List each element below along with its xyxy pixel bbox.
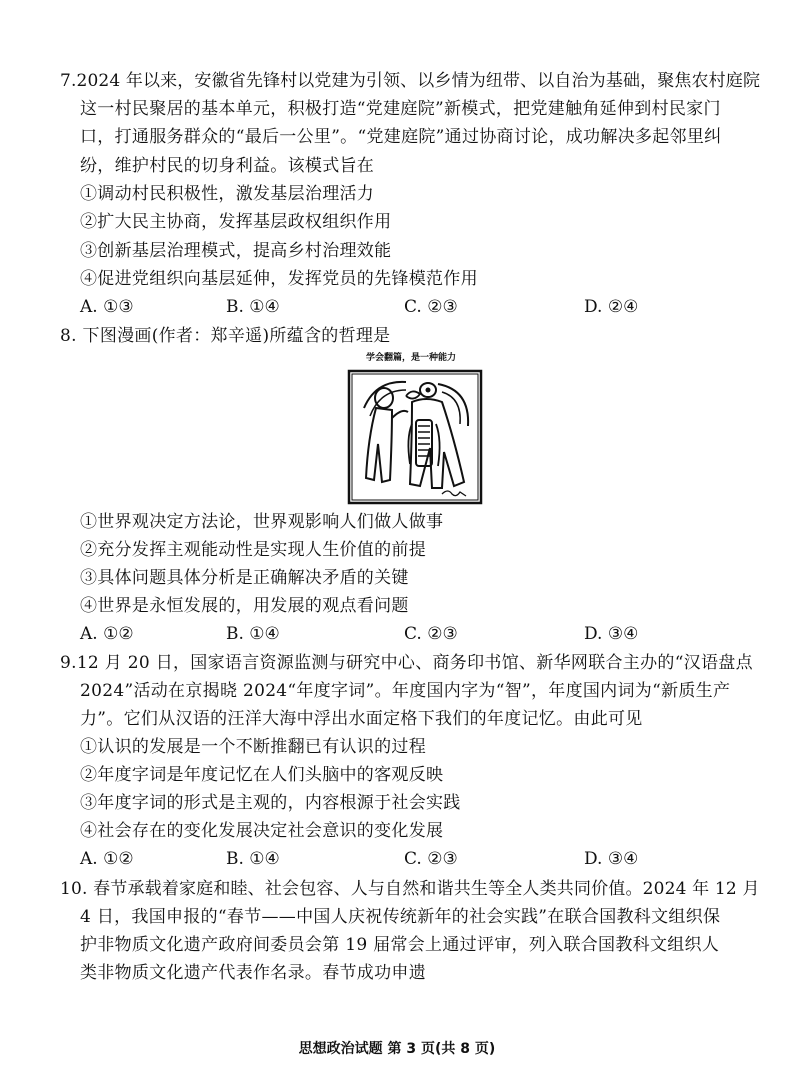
q9-option-c[interactable]: C. ②③ — [404, 849, 458, 869]
q8-option-c[interactable]: C. ②③ — [404, 624, 458, 644]
q9-statement: ②年度字词是年度记忆在人们头脑中的客观反映 — [80, 765, 444, 785]
q8-statement: ④世界是永恒发展的，用发展的观点看问题 — [80, 596, 409, 616]
q7-statement: ③创新基层治理模式，提高乡村治理效能 — [80, 241, 392, 261]
q9-stem-line: 2024”活动在京揭晓 2024“年度字词”。年度国内字为“智”，年度国内词为“新质生产 — [80, 681, 731, 701]
q7-statement: ②扩大民主协商，发挥基层政权组织作用 — [80, 212, 392, 232]
q8-option-a[interactable]: A. ①② — [80, 624, 134, 644]
page-footer: 思想政治试题 第 3 页(共 8 页) — [298, 1041, 496, 1057]
q8-statement: ①世界观决定方法论，世界观影响人们做人做事 — [80, 512, 444, 532]
cartoon-caption: 学会翻篇，是一种能力 — [366, 353, 457, 363]
q8-option-b[interactable]: B. ①④ — [226, 624, 280, 644]
q7-option-d[interactable]: D. ②④ — [584, 297, 639, 317]
q8-stem-line: 8. 下图漫画(作者：郑辛遥)所蕴含的哲理是 — [60, 326, 391, 346]
q8-option-d[interactable]: D. ③④ — [584, 624, 639, 644]
q7-statement: ④促进党组织向基层延伸，发挥党员的先锋模范作用 — [80, 269, 478, 289]
q10-stem-line: 4 日，我国申报的“春节——中国人庆祝传统新年的社会实践”在联合国教科文组织保 — [80, 907, 721, 927]
q7-stem-line: 纷，维护村民的切身利益。该模式旨在 — [80, 156, 375, 176]
q9-stem-line: 9.12 月 20 日，国家语言资源监测与研究中心、商务印书馆、新华网联合主办的“汉语盘点 — [60, 653, 753, 673]
q10-stem-line: 类非物质文化遗产代表作名录。春节成功申遗 — [80, 963, 426, 983]
q9-option-b[interactable]: B. ①④ — [226, 849, 280, 869]
q7-option-a[interactable]: A. ①③ — [80, 297, 134, 317]
q7-option-c[interactable]: C. ②③ — [404, 297, 458, 317]
q8-statement: ②充分发挥主观能动性是实现人生价值的前提 — [80, 540, 426, 560]
q8-statement: ③具体问题具体分析是正确解决矛盾的关键 — [80, 568, 409, 588]
q9-option-a[interactable]: A. ①② — [80, 849, 134, 869]
q9-statement: ③年度字词的形式是主观的，内容根源于社会实践 — [80, 793, 461, 813]
q7-option-b[interactable]: B. ①④ — [226, 297, 280, 317]
q9-stem-line: 力”。它们从汉语的汪洋大海中浮出水面定格下我们的年度记忆。由此可见 — [80, 709, 643, 729]
q7-stem-line: 7.2024 年以来，安徽省先锋村以党建为引领、以乡情为纽带、以自治为基础，聚焦农村庭院 — [60, 71, 761, 91]
q7-stem-line: 口，打通服务群众的“最后一公里”。“党建庭院”通过协商讨论，成功解决多起邻里纠 — [80, 127, 722, 147]
q9-statement: ④社会存在的变化发展决定社会意识的变化发展 — [80, 821, 444, 841]
cartoon-image — [346, 368, 484, 506]
q10-stem-line: 10. 春节承载着家庭和睦、社会包容、人与自然和谐共生等全人类共同价值。2024 年 12 月 — [60, 879, 760, 899]
q7-statement: ①调动村民积极性，激发基层治理活力 — [80, 184, 375, 204]
q9-statement: ①认识的发展是一个不断推翻已有认识的过程 — [80, 737, 426, 757]
q9-option-d[interactable]: D. ③④ — [584, 849, 639, 869]
q7-stem-line: 这一村民聚居的基本单元，积极打造“党建庭院”新模式，把党建触角延伸到村民家门 — [80, 99, 721, 119]
q10-stem-line: 护非物质文化遗产政府间委员会第 19 届常会上通过评审，列入联合国教科文组织人 — [80, 935, 720, 955]
